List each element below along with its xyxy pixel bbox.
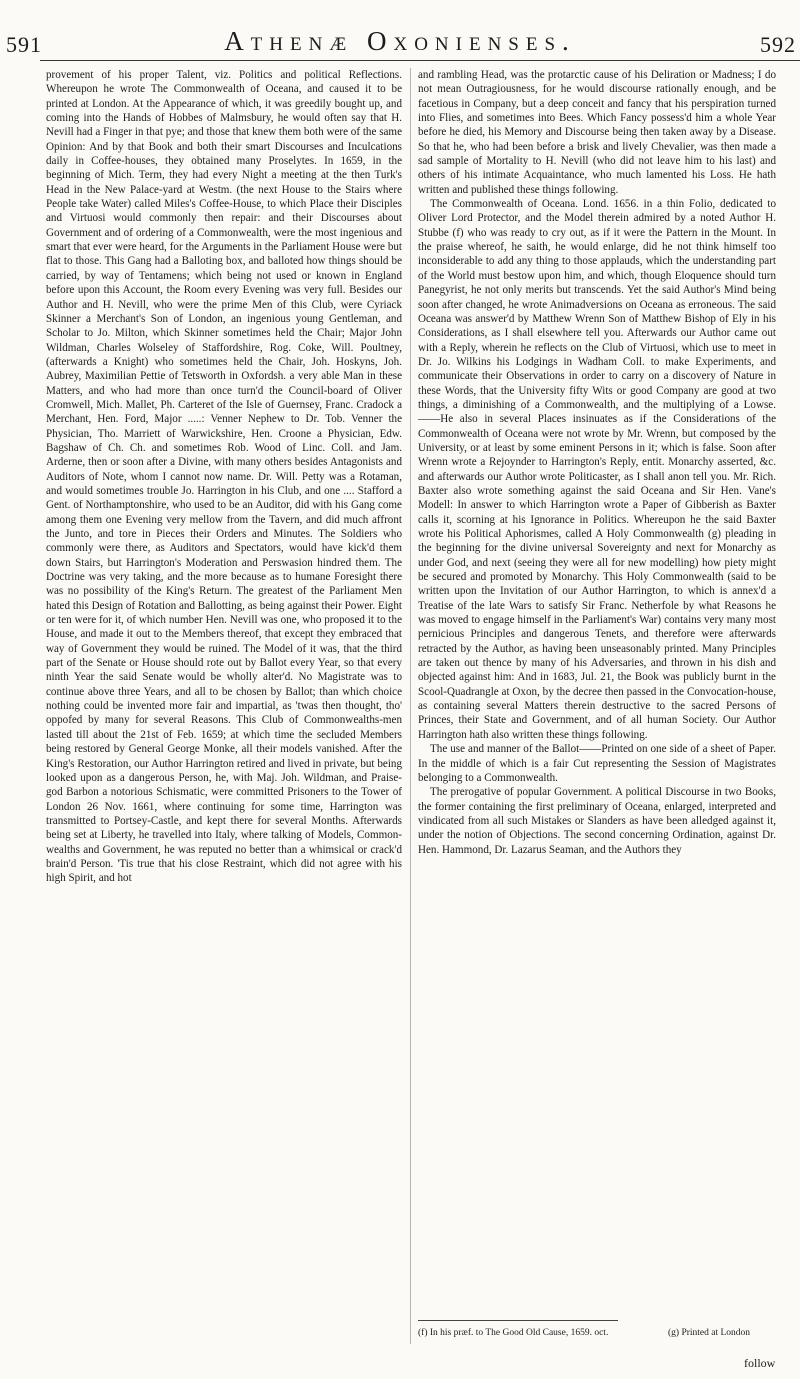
paragraph: The prerogative of popular Government. A political Discourse in two Books, the former containing the first preliminary of Oceana, enlarged, interpreted and vindicated from all such Mistakes or Slanders as have been alledged against it, under the notion of Objections. The second concerning Ordination, against Dr. Hen. Hammond, Dr. Lazarus Seaman, and the Authors they	[418, 786, 776, 856]
footnote-f: (f) In his præf. to The Good Old Cause, 1659. oct.	[418, 1328, 609, 1338]
left-column	[46, 68, 402, 886]
footnote-g: (g) Printed at London	[668, 1328, 751, 1338]
paragraph: The Commonwealth of Oceana. Lond. 1656. in a thin Folio, dedicated to Oliver Lord Protector, and the Model therein admired by a noted Author H. Stubbe (f) who was ready to cry out, as if it were the Pattern in the Mount. In the praise whereof, he saith, he would enlarge, did he not think himself too inconsiderable to add any thing to those applauds, which the understanding part of the World must bestow upon him, and which, though Eloquence should turn Panegyrist, he not only merits but transcends. Yet the said Author's Mind being soon after changed, he wrote Animadversions on Oceana as erroneous. The said Oceana was answer'd by Matthew Wrenn Son of Matthew Bishop of Ely in his Considerations, as I shall elsewhere tell you. Afterwards our Author came out with a Reply, wherein he reflects on the Club of Virtuosi, which use to meet in Dr. Jo. Wilkins his Lodgings in Wadham Coll. to make Experiments, and communicate their Observations in order to carry on a discovery of Nature in these Words, that the University fifty Wits or good Company are good at two things, a diminishing of a Commonwealth, and the multiplying of a Lowse. ——He also in several Places insinuates as if the Considerations of the Commonwealth of Oceana were not wrote by Mr. Wrenn, but composed by the University, or at least by some eminent Persons in it; which is false. Soon after Wrenn wrote a Rejoynder to Harrington's Reply, entit. Monarchy asserted, &c. and afterwards our Author wrote Politicaster, as I shall anon tell you. Mr. Rich. Baxter also wrote something against the said Oceana and Sir Hen. Vane's Modell: In answer to which Harrington wrote a Paper of Gibberish as Baxter calls it, scorning at his Ignorance in Politics. Whereupon he the said Baxter wrote his Political Aphorismes, called A Holy Commonwealth (g) pleading in the beginning for the divine universal Sovereignty and next for Monarchy as under God, and next (seeing they were all for new modelling) how piety might be secured and promoted by Monarchy. This Holy Commonwealth (said to be written upon the Invitation of our Author Harrington, to which is annex'd a Treatise of the late Wars to satisfy Sir Franc. Netherfole by what Reasons he was moved to engage himself in the Parliament's War) contains very many most pernicious Principles and dangerous Tenets, and therefore were afterwards retracted by the Author, as having been unseasonably printed. Many Principles are taken out thence by many of his Adversaries, and thrown in his dish and objected against him: And in 1683, Jul. 21, the Book was publicly burnt in the Scool-Quadrangle at Oxon, by the decree then passed in the Convocation-house, as containing several Matters therein destructive to the sacred Persons of Princes, their State and Government, and of all human Society. Our Author Harrington hath also written these things following.	[418, 198, 776, 741]
paragraph: provement of his proper Talent, viz. Politics and political Reflections. Whereupon he wrote The Commonwealth of Oceana, and caused it to be printed at London. At the Appearance of which, it was greedily bought up, and coming into the Hands of Hobbes of Malmsbury, he would often say that H. Nevill had a Finger in that pye; and those that knew them both were of the same Opinion: And by that Book and both their smart Discourses and Inculcations daily in Coffee-houses, they obtained many Proselytes. In 1659, in the beginning of Mich. Term, they had every Night a meeting at the then Turk's Head in the New Palace-yard at Westm. (the next House to the Stairs where People take Water) called Miles's Coffee-House, to which Place their Disciples and Virtuosi would commonly then repair: and their Discourses about Government and of ordering of a Commonwealth, were the most ingenious and smart that ever were heard, for the Arguments in the Parliament House were but flat to those. This Gang had a Balloting box, and balloted how things should be carried, by way of Tentamens; which being not used or known in England before upon this Account, the Room every Evening was very full. Besides our Author and H. Nevill, who were the prime Men of this Club, were Cyriack Skinner a Merchant's Son of London, an ingenious young Gentleman, and Scholar to Jo. Milton, which Skinner sometimes held the Chair; Major John Wildman, Charles Wolseley of Staffordshire, Rog. Coke, Will. Poultney, (afterwards a Knight) who sometimes held the Chair, Joh. Hoskyns, Joh. Aubrey, Maximilian Pettie of Tetsworth in Oxfordsh. a very able Man in these Matters, and who had more than once turn'd the Council-board of Oliver Cromwell, Mich. Mallet, Ph. Carteret of the Isle of Guernsey, Franc. Cradock a Merchant, Hen. Ford, Major .....: Venner Nephew to Dr. Tob. Venner the Physician, Tho. Marriett of Warwickshire, Hen. Croone a Physician, Edw. Bagshaw of Ch. Ch. and sometimes Rob. Wood of Linc. Coll. and Jam. Arderne, then or soon after a Divine, with many others besides Antagonists and Auditors of Note, whom I cannot now name. Dr. Will. Petty was a Rotaman, and would sometimes trouble Jo. Harrington in his Club, and one .... Stafford a Gent. of Northamptonshire, who used to be an Auditor, did with his Gang come among them one Evening very mellow from the Tavern, and did much affront the Junto, and tore in Pieces their Orders and Minutes. The Soldiers who commonly were there, as Auditors and Spectators, would have kick'd them down Stairs, but Harrington's Moderation and Perswasion hindred them. The Doctrine was very taking, and the more because as to humane Foresight there was no possibility of the King's Return. The greatest of the Parliament Men hated this Design of Rotation and Ballotting, as being against their Power. Eight or ten were for it, of which number Hen. Nevill was one, who proposed it to the House, and made it out to the Members thereof, that except they embraced that way of Government they would be ruined. The Model of it was, that the third part of the Senate or House should rote out by Ballot every Year, so that every ninth Year the said Senate would be wholly alter'd. No Magistrate was to continue above three Years, and all to be chosen by Ballot; than which choice nothing could be invented more fair and impartial, as 'twas then thought, tho' oppofed by many for several Reasons. This Club of Commonwealths-men lasted till about the 21st of Feb. 1659; at which time the secluded Members being restored by General George Monke, all their models vanished. After the King's Restoration, our Author Harrington retired and lived in private, but being looked upon as a dangerous Person, he, with Maj. Joh. Wildman, and Praise-god Barbon a notorious Schismatic, were committed Prisoners to the Tower of London 26 Nov. 1661, where continuing for some time, Harrington was transmitted to Portsey-Castle, and kept there for several Months. Afterwards being set at Liberty, he travelled into Italy, where talking of Models, Common-wealths and Government, he was reputed no better than a whimsical or crack'd brain'd Person. 'Tis true that his close Restraint, which did not agree with his high Spirit, and hot	[46, 69, 402, 885]
footnote-rule	[418, 1320, 618, 1321]
right-column	[418, 68, 776, 857]
footnotes	[418, 1320, 776, 1338]
paragraph: and rambling Head, was the protarctic cause of his Deliration or Madness; I do not mean Outragiousness, for he would discourse rationally enough, and be facetious in Company, but a deep conceit and fancy that his perspiration turned into Flies, and sometimes into Bees. Which Fancy possess'd him a whole Year before he died, his Memory and Discourse being then taken away by a Disease. So that he, who had been before a brisk and lively Chevalier, was then made a sad sample of Mortality to H. Nevill (who did not leave him to his last) and others of his intimate Acquaintance, who much lamented his Loss. He hath written and published these things following.	[418, 69, 776, 196]
page-number-left: 591	[6, 32, 42, 57]
paragraph: The use and manner of the Ballot——Printed on one side of a sheet of Paper. In the middle of which is a fair Cut representing the Session of Magistrates belonging to a Commonwealth.	[418, 743, 776, 784]
catchword: follow	[744, 1356, 776, 1370]
column-divider	[410, 68, 411, 1344]
header-rule	[40, 60, 800, 61]
running-title: Athenæ Oxonienses.	[224, 26, 576, 56]
page-number-right: 592	[760, 32, 796, 57]
page-header	[0, 22, 800, 66]
